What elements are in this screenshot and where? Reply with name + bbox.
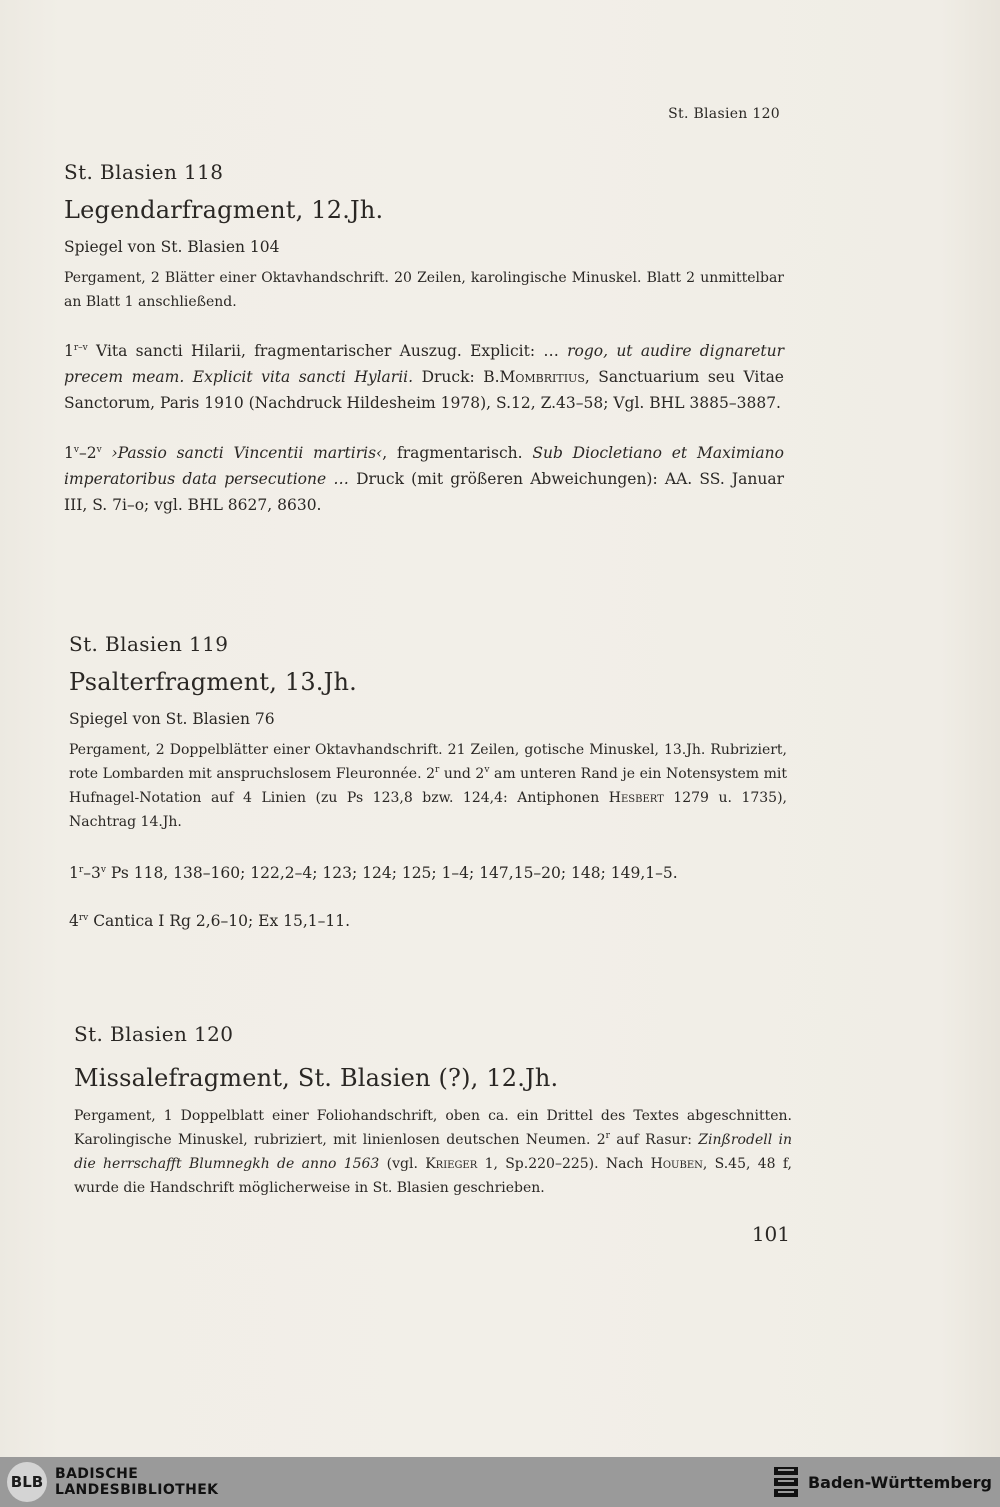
content-item: $4^{rv}$ Cantica I Rg 2,6–10; Ex 15,1–11. <box>69 912 351 930</box>
entry-signature: St. Blasien 119 <box>69 632 229 656</box>
footer-bar <box>0 1457 1000 1507</box>
bw-brand[interactable] <box>772 1465 992 1499</box>
content-item: 1$^v$–2$^v$ ›Passio sancti Vincentii martiris‹, fragmentarisch. Sub Diocletiano et Maximiano imperatoribus data persecutione … Druck (mit größeren Abweichungen): AA. SS. Januar III, S. 7i–o; vgl. BHL 8627, 8630. <box>64 444 785 514</box>
library-name: BADISCHE LANDESBIBLIOTHEK <box>55 1466 219 1498</box>
content-item: 1$^{r-v}$ Vita sancti Hilarii, fragmentarischer Auszug. Explicit: … rogo, ut audire dignaretur precem meam. Explicit vita sancti Hylarii. Druck: B.Mombritius, Sanctuarium seu Vitae Sanctorum, Paris 1910 (Nachdruck Hildesheim 1978), S.12, Z.43–58; Vgl. BHL 3885–3887. <box>64 342 785 412</box>
entry-description: Pergament, 2 Doppelblätter einer Oktavhandschrift. 21 Zeilen, gotische Minuskel, 13.Jh. Rubriziert, rote Lombarden mit anspruchslosem Fleuronnée. 2$^r$ und 2$^v$ am unteren Rand je ein Notensystem mit Hufnagel-Notation auf 4 Linien (zu Ps 123,8 bzw. 124,4: Antiphonen Hesbert 1279 u. 1735), Nachtrag 14.Jh. <box>69 742 787 830</box>
content-item: 1$^r$–3$^v$ Ps 118, 138–160; 122,2–4; 123; 124; 125; 1–4; 147,15–20; 148; 149,1–5. <box>69 864 678 882</box>
entry-provenance: Spiegel von St. Blasien 76 <box>69 710 275 728</box>
blb-logo-icon[interactable]: BLB <box>7 1462 47 1502</box>
page-number: 101 <box>751 1222 790 1246</box>
entry-120 <box>74 1022 792 1200</box>
bw-name: Baden-Württemberg <box>807 1472 992 1492</box>
entry-description: Pergament, 1 Doppelblatt einer Foliohandschrift, oben ca. ein Drittel des Textes abgeschnitten. Karolingische Minuskel, rubriziert, mit linienlosen deutschen Neumen. 2$^r$ auf Rasur: Zinßrodell in die herrschafft Blumnegkh de anno 1563 (vgl. Krieger 1, Sp.220–225). Nach Houben, S.45, 48 f, wurde die Handschrift möglicherweise in St. Blasien geschrieben. <box>74 1108 792 1196</box>
entry-signature: St. Blasien 118 <box>64 160 224 184</box>
entry-title: Psalterfragment, 13.Jh. <box>69 668 357 696</box>
entry-title: Legendarfragment, 12.Jh. <box>64 196 384 224</box>
running-head: St. Blasien 120 <box>668 106 780 122</box>
entry-description: Pergament, 2 Blätter einer Oktavhandschrift. 20 Zeilen, karolingische Minuskel. Blatt 2 unmittelbar an Blatt 1 anschließend. <box>64 270 784 310</box>
entry-provenance: Spiegel von St. Blasien 104 <box>64 238 280 256</box>
entry-118 <box>64 160 784 518</box>
lion-crest-icon <box>772 1465 800 1499</box>
entry-title: Missalefragment, St. Blasien (?), 12.Jh. <box>74 1064 559 1092</box>
entry-signature: St. Blasien 120 <box>74 1022 234 1046</box>
entry-119 <box>69 632 787 934</box>
